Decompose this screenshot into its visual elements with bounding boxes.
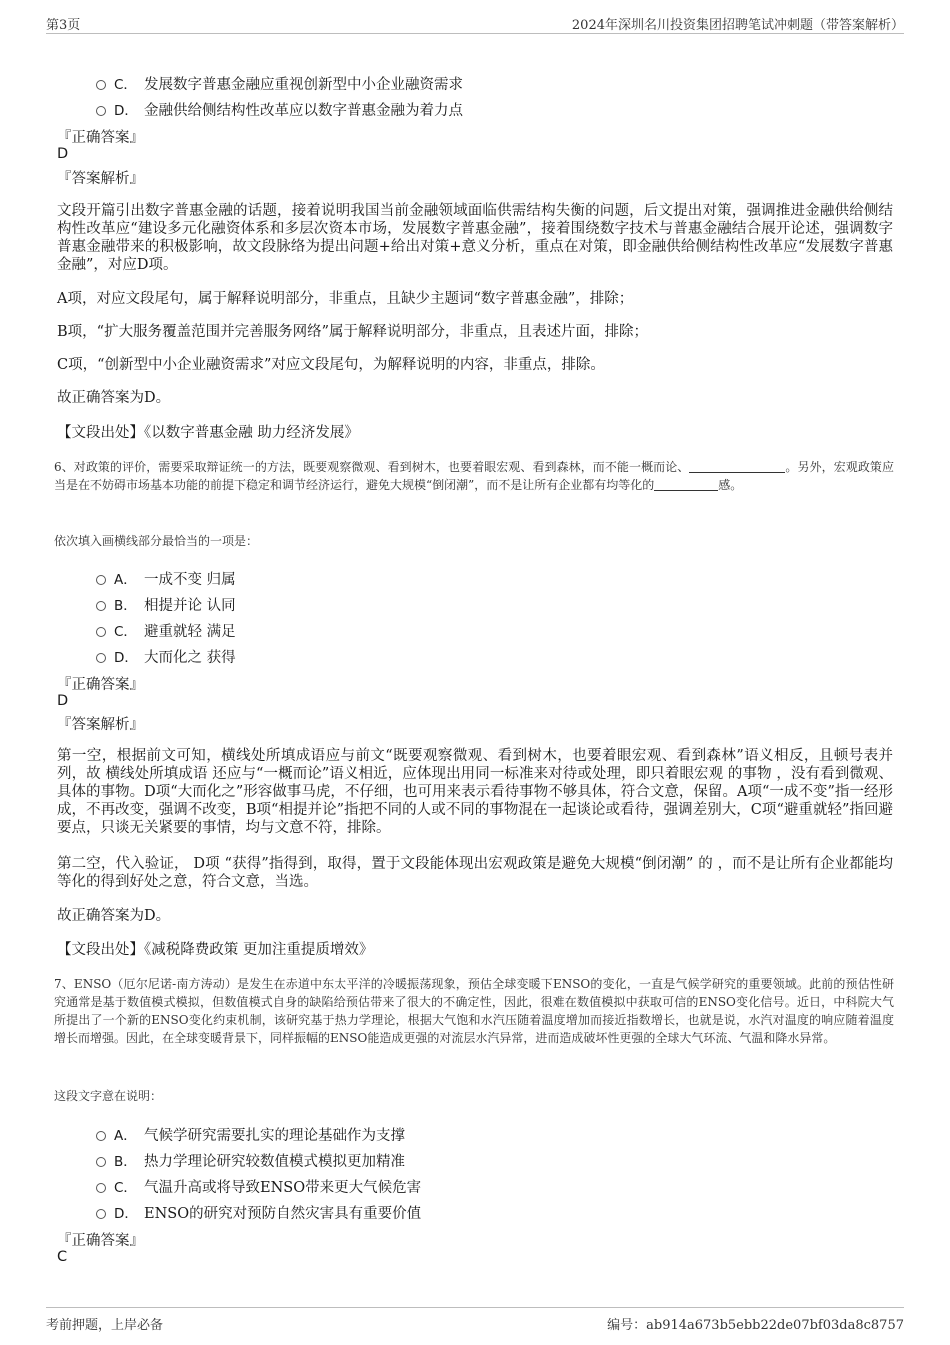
radio-icon[interactable] [96,1183,106,1193]
q5-option-d[interactable]: D． 金融供给侧结构性改革应以数字普惠金融为着力点 [96,99,463,120]
q5-analysis-para-4: C项，“创新型中小企业融资需求”对应文段尾句，为解释说明的内容，非重点，排除。 [57,357,605,373]
q6-analysis-para-1: 第一空，根据前文可知，横线处所填成语应与前文“既要观察微观、看到树木，也要着眼宏观、看到森林”语义相反，且顿号表并列，故 横线处所填成语 还应与“一概而论”语义相近，应体现出用同一标准来对待或处理，即只着眼宏观 的事物 ，没有看到微观、具体的事物。D项“大而化之”形容做事马虎，不仔细，也可用来表示看待事物不够具体，符合文意，保留。A项“一成不变”指一经形成，不再改变，强调不改变，B项“相提并论”指把不同的人或不同的事物混在一起谈论或看待，强调差别大，C项“避重就轻”指回避要点，只谈无关紧要的事情，均与文意不符，排除。 [57,748,893,836]
q7-option-b[interactable]: B． 热力学理论研究较数值模式模拟更加精准 [96,1150,405,1171]
q6-analysis-label: 『答案解析』 [57,717,144,733]
page-header [46,14,904,34]
q6-option-c[interactable]: C． 避重就轻 满足 [96,620,236,641]
q6-stem: 6、对政策的评价，需要采取辩证统一的方法，既要观察微观、看到树木，也要着眼宏观、看到森林，而不能一概而论、 。另外，宏观政策应当是在不妨碍市场基本功能的前提下稳定和调节经济运行，避免大规模“倒闭潮”，而不是让所有企业都有均等化的 感。 [54,460,894,492]
fill-blank-1 [689,461,785,473]
q5-source: 【文段出处】《以数字普惠金融 助力经济发展》 [57,425,359,441]
q5-option-c[interactable]: C． 发展数字普惠金融应重视创新型中小企业融资需求 [96,73,463,94]
document-id: 编号：ab914a673b5ebb22de07bf03da8c8757 [607,1318,904,1333]
q5-analysis-para-3: B项，“扩大服务覆盖范围并完善服务网络”属于解释说明部分，非重点，且表述片面，排除； [57,324,648,340]
q5-analysis-label: 『答案解析』 [57,171,144,187]
radio-icon[interactable] [96,106,106,116]
q7-option-c[interactable]: C． 气温升高或将导致ENSO带来更大气候危害 [96,1176,421,1197]
q6-answer-label: 『正确答案』 [57,677,144,693]
fill-blank-2 [654,479,718,491]
radio-icon[interactable] [96,1157,106,1167]
radio-icon[interactable] [96,653,106,663]
q7-answer-label: 『正确答案』 [57,1233,144,1249]
footer-slogan: 考前押题，上岸必备 [46,1318,164,1333]
q7-option-a[interactable]: A． 气候学研究需要扎实的理论基础作为支撑 [96,1124,405,1145]
radio-icon[interactable] [96,1131,106,1141]
page-number: 第3页 [46,18,81,33]
radio-icon[interactable] [96,575,106,585]
q6-source: 【文段出处】《减税降费政策 更加注重提质增效》 [57,942,374,958]
q6-option-a[interactable]: A． 一成不变 归属 [96,568,236,589]
radio-icon[interactable] [96,627,106,637]
q6-option-b[interactable]: B． 相提并论 认同 [96,594,236,615]
q6-analysis-para-2: 第二空，代入验证， D项 “获得”指得到，取得，置于文段能体现出宏观政策是避免大规模“倒闭潮” 的 ，而不是让所有企业都能均等化的得到好处之意，符合文意，当选。 [57,856,893,890]
document-title: 2024年深圳名川投资集团招聘笔试冲刺题（带答案解析） [571,18,904,33]
page-footer [46,1307,904,1333]
q7-stem: 7、ENSO（厄尔尼诺-南方涛动）是发生在赤道中东太平洋的冷暖振荡现象，预估全球变暖下ENSO的变化，一直是气候学研究的重要领域。此前的预估性研究通常是基于数值模式模拟，但数值模式自身的缺陷给预估带来了很大的不确定性，因此，很难在数值模拟中获取可信的ENSO变化信号。近日，中科院大气所提出了一个新的ENSO变化约束机制，该研究基于热力学理论，根据大气饱和水汽压随着温度增加而接近指数增长，也就是说，水汽对温度的响应随着温度增长而增强。因此，在全球变暖背景下，同样振幅的ENSO能造成更强的对流层水汽异常，进而造成破坏性更强的全球大气环流、气温和降水异常。 [54,977,894,1045]
q6-analysis-para-3: 故正确答案为D。 [57,908,171,924]
radio-icon[interactable] [96,601,106,611]
q7-prompt: 这段文字意在说明： [54,1089,163,1103]
q6-prompt: 依次填入画横线部分最恰当的一项是： [54,534,259,548]
q5-answer: D [57,146,69,162]
radio-icon[interactable] [96,80,106,90]
q7-option-d[interactable]: D． ENSO的研究对预防自然灾害具有重要价值 [96,1202,421,1223]
q5-analysis-para-2: A项，对应文段尾句，属于解释说明部分，非重点，且缺少主题词“数字普惠金融”，排除； [57,291,634,307]
q6-answer: D [57,693,69,709]
q7-answer: C [57,1249,68,1265]
radio-icon[interactable] [96,1209,106,1219]
q6-option-d[interactable]: D． 大而化之 获得 [96,646,236,667]
q5-analysis-para-5: 故正确答案为D。 [57,390,171,406]
q5-analysis-para-1: 文段开篇引出数字普惠金融的话题，接着说明我国当前金融领域面临供需结构失衡的问题，后文提出对策，强调推进金融供给侧结构性改革应“建设多元化融资体系和多层次资本市场，发展数字普惠金融”，接着围绕数字技术与普惠金融结合展开论述，强调数字普惠金融带来的积极影响，故文段脉络为提出问题+给出对策+意义分析，重点在对策，即金融供给侧结构性改革应“发展数字普惠金融”，对应D项。 [57,203,893,273]
q5-answer-label: 『正确答案』 [57,130,144,146]
